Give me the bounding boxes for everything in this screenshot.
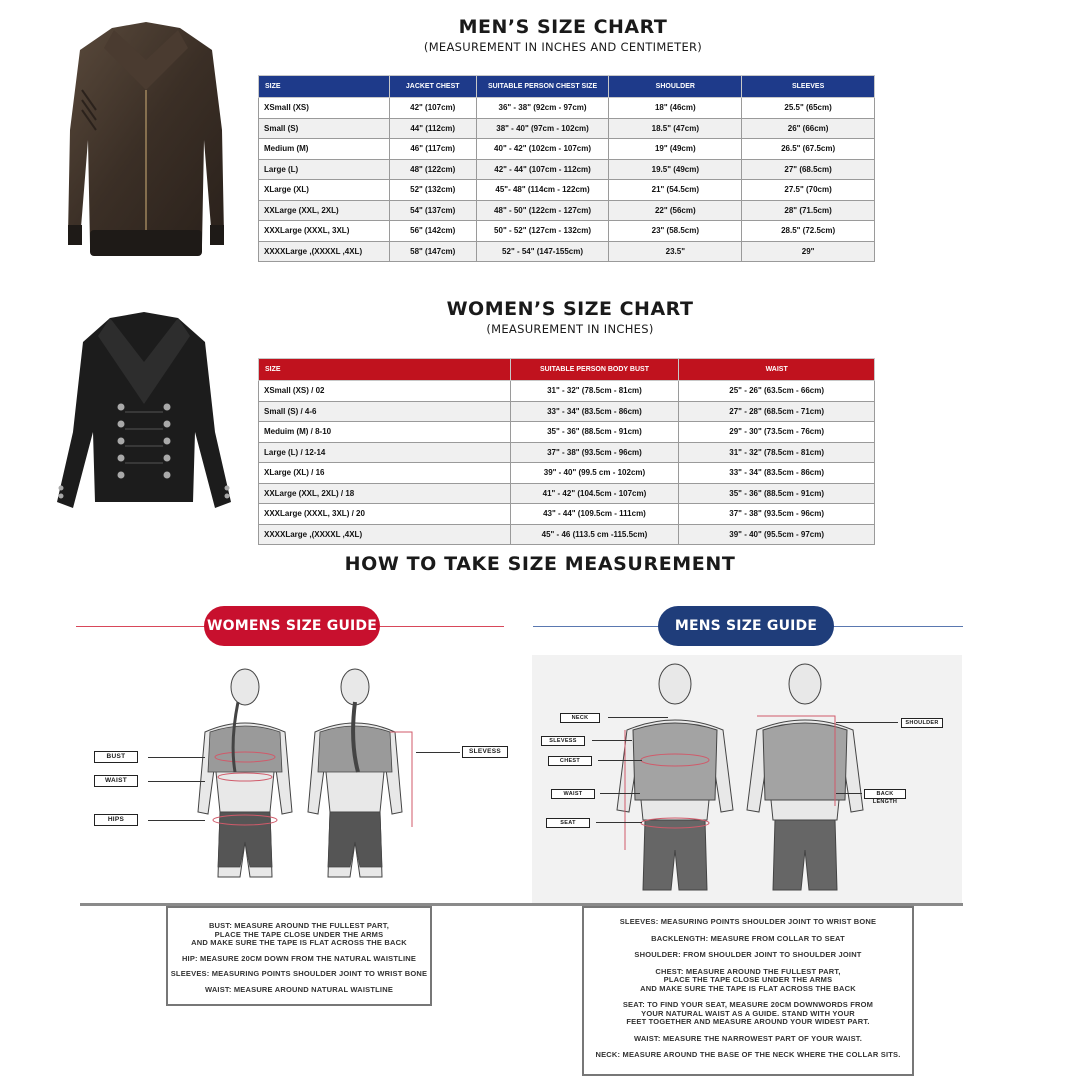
women-chart-title-block bbox=[290, 298, 850, 336]
men-cell: 48" (122cm) bbox=[389, 159, 476, 180]
women-hips-tag: HIPS bbox=[94, 814, 138, 826]
men-header-jacket-chest: JACKET CHEST bbox=[389, 76, 476, 98]
women-cell: XXLarge (XXL, 2XL) / 18 bbox=[259, 483, 511, 504]
men-cell: 23" (58.5cm) bbox=[609, 221, 742, 242]
men-size-table bbox=[258, 75, 875, 262]
men-sleeves-tag: SLEVESS bbox=[541, 736, 585, 746]
men-cell: 26.5" (67.5cm) bbox=[742, 139, 875, 160]
men-seat-leader bbox=[596, 822, 642, 823]
women-hips-leader bbox=[148, 820, 205, 821]
how-to-title: HOW TO TAKE SIZE MEASUREMENT bbox=[344, 553, 736, 575]
men-cell: 27" (68.5cm) bbox=[742, 159, 875, 180]
men-cell: 29" bbox=[742, 241, 875, 262]
women-table-row bbox=[259, 463, 875, 484]
men-note-neck: NECK: MEASURE AROUND THE BASE OF THE NECK WHERE THE COLLAR SITS. bbox=[595, 1050, 901, 1059]
men-chest-leader bbox=[598, 760, 642, 761]
women-chart-title: WOMEN’S SIZE CHART bbox=[446, 298, 694, 320]
men-header-sleeves: SLEEVES bbox=[742, 76, 875, 98]
women-note-waist: WAIST: MEASURE AROUND NATURAL WAISTLINE bbox=[204, 984, 394, 994]
men-neck-tag: NECK bbox=[560, 713, 600, 723]
men-shoulder-tag: SHOULDER bbox=[901, 718, 943, 728]
men-table-row bbox=[259, 139, 875, 160]
women-bust-leader bbox=[148, 757, 205, 758]
women-cell: 35" - 36" (88.5cm - 91cm) bbox=[679, 483, 875, 504]
men-note-chest: CHEST: MEASURE AROUND THE FULLEST PART, PLACE THE TAPE CLOSE UNDER THE ARMS AND MAKE SURE THE TAPE IS FLAT ACROSS THE BACK bbox=[640, 966, 856, 993]
women-cell: XLarge (XL) / 16 bbox=[259, 463, 511, 484]
women-size-table bbox=[258, 358, 875, 545]
men-cell: 45"- 48" (114cm - 122cm) bbox=[476, 180, 609, 201]
women-cell: 41" - 42" (104.5cm - 107cm) bbox=[510, 483, 679, 504]
women-cell: 39" - 40" (95.5cm - 97cm) bbox=[679, 524, 875, 545]
men-note-backlength: BACKLENGTH: MEASURE FROM COLLAR TO SEAT bbox=[651, 933, 845, 943]
women-cell: 45" - 46 (113.5 cm -115.5cm) bbox=[510, 524, 679, 545]
women-header-bust: SUITABLE PERSON BODY BUST bbox=[510, 359, 679, 381]
women-sleeves-leader bbox=[416, 752, 460, 753]
women-cell: Meduim (M) / 8-10 bbox=[259, 422, 511, 443]
men-back-length-tag: BACK LENGTH bbox=[864, 789, 906, 799]
men-cell: Medium (M) bbox=[259, 139, 390, 160]
men-cell: 44" (112cm) bbox=[389, 118, 476, 139]
men-cell: Large (L) bbox=[259, 159, 390, 180]
women-cell: 43" - 44" (109.5cm - 111cm) bbox=[510, 504, 679, 525]
women-cell: 29" - 30" (73.5cm - 76cm) bbox=[679, 422, 875, 443]
men-cell: 52" (132cm) bbox=[389, 180, 476, 201]
men-waist-tag: WAIST bbox=[551, 789, 595, 799]
women-cell: 25" - 26" (63.5cm - 66cm) bbox=[679, 381, 875, 402]
women-body-figures bbox=[190, 662, 430, 906]
women-cell: 31" - 32" (78.5cm - 81cm) bbox=[679, 442, 875, 463]
women-cell: 27" - 28" (68.5cm - 71cm) bbox=[679, 401, 875, 422]
women-waist-leader bbox=[148, 781, 205, 782]
mens-size-guide-badge: MENS SIZE GUIDE bbox=[658, 606, 834, 646]
women-cell: Large (L) / 12-14 bbox=[259, 442, 511, 463]
men-table-row bbox=[259, 200, 875, 221]
men-chart-subtitle: (MEASUREMENT IN INCHES AND CENTIMETER) bbox=[423, 40, 703, 54]
men-header-person-chest: SUITABLE PERSON CHEST SIZE bbox=[476, 76, 609, 98]
women-table-row bbox=[259, 381, 875, 402]
men-table-row bbox=[259, 180, 875, 201]
men-cell: 54" (137cm) bbox=[389, 200, 476, 221]
men-cell: 46" (117cm) bbox=[389, 139, 476, 160]
men-cell: 19" (49cm) bbox=[609, 139, 742, 160]
men-back-length-leader bbox=[836, 793, 862, 794]
men-cell: XXLarge (XXL, 2XL) bbox=[259, 200, 390, 221]
women-table-row bbox=[259, 504, 875, 525]
men-chart-title: MEN’S SIZE CHART bbox=[458, 16, 668, 38]
men-neck-leader bbox=[608, 717, 668, 718]
men-cell: XXXXLarge ,(XXXXL ,4XL) bbox=[259, 241, 390, 262]
men-cell: 48" - 50" (122cm - 127cm) bbox=[476, 200, 609, 221]
men-seat-tag: SEAT bbox=[546, 818, 590, 828]
men-table-header-row bbox=[259, 76, 875, 98]
women-cell: XSmall (XS) / 02 bbox=[259, 381, 511, 402]
men-shoulder-leader bbox=[836, 722, 898, 723]
women-cell: 37" - 38" (93.5cm - 96cm) bbox=[679, 504, 875, 525]
women-note-sleeves: SLEEVES: MEASURING POINTS SHOULDER JOINT TO WRIST BONE bbox=[170, 969, 428, 978]
women-cell: 39" - 40" (99.5 cm - 102cm) bbox=[510, 463, 679, 484]
men-cell: 23.5" bbox=[609, 241, 742, 262]
women-sleeves-tag: SLEVESS bbox=[462, 746, 508, 758]
women-table-row bbox=[259, 483, 875, 504]
men-cell: 28.5" (72.5cm) bbox=[742, 221, 875, 242]
men-header-shoulder: SHOULDER bbox=[609, 76, 742, 98]
men-cell: 18" (46cm) bbox=[609, 98, 742, 119]
men-cell: 28" (71.5cm) bbox=[742, 200, 875, 221]
women-cell: 35" - 36" (88.5cm - 91cm) bbox=[510, 422, 679, 443]
men-cell: XLarge (XL) bbox=[259, 180, 390, 201]
women-cell: 31" - 32" (78.5cm - 81cm) bbox=[510, 381, 679, 402]
women-jacket-image bbox=[55, 312, 233, 534]
women-table-row bbox=[259, 442, 875, 463]
men-cell: 18.5" (47cm) bbox=[609, 118, 742, 139]
women-table-header-row bbox=[259, 359, 875, 381]
men-note-shoulder: SHOULDER: FROM SHOULDER JOINT TO SHOULDER JOINT bbox=[634, 950, 862, 959]
men-cell: 42" (107cm) bbox=[389, 98, 476, 119]
men-note-waist: WAIST: MEASURE THE NARROWEST PART OF YOUR WAIST. bbox=[633, 1033, 863, 1043]
women-cell: XXXLarge (XXXL, 3XL) / 20 bbox=[259, 504, 511, 525]
men-table-row bbox=[259, 98, 875, 119]
men-note-seat: SEAT: TO FIND YOUR SEAT, MEASURE 20CM DOWNWORDS FROM YOUR NATURAL WAIST AS A GUIDE. STAND WITH YOUR FEET TOGETHER AND MEASURE AROUND YOUR WIDEST PART. bbox=[622, 1000, 874, 1026]
men-sleeves-leader bbox=[592, 740, 632, 741]
men-chest-tag: CHEST bbox=[548, 756, 592, 766]
men-body-figures bbox=[605, 660, 865, 906]
men-cell: 27.5" (70cm) bbox=[742, 180, 875, 201]
men-cell: 26" (66cm) bbox=[742, 118, 875, 139]
men-cell: 22" (56cm) bbox=[609, 200, 742, 221]
women-table-row bbox=[259, 524, 875, 545]
men-cell: 36" - 38" (92cm - 97cm) bbox=[476, 98, 609, 119]
women-cell: 33" - 34" (83.5cm - 86cm) bbox=[679, 463, 875, 484]
men-jacket-image bbox=[62, 20, 230, 264]
women-cell: 37" - 38" (93.5cm - 96cm) bbox=[510, 442, 679, 463]
men-chart-title-block bbox=[283, 16, 843, 54]
women-bust-tag: BUST bbox=[94, 751, 138, 763]
men-cell: 19.5" (49cm) bbox=[609, 159, 742, 180]
men-cell: 21" (54.5cm) bbox=[609, 180, 742, 201]
men-header-size: SIZE bbox=[259, 76, 390, 98]
men-cell: Small (S) bbox=[259, 118, 390, 139]
women-cell: Small (S) / 4-6 bbox=[259, 401, 511, 422]
men-table-row bbox=[259, 118, 875, 139]
men-notes-panel bbox=[582, 906, 914, 1076]
women-cell: XXXXLarge ,(XXXXL ,4XL) bbox=[259, 524, 511, 545]
men-table-row bbox=[259, 221, 875, 242]
men-cell: 52" - 54" (147-155cm) bbox=[476, 241, 609, 262]
men-cell: 25.5" (65cm) bbox=[742, 98, 875, 119]
women-table-row bbox=[259, 401, 875, 422]
women-chart-subtitle: (MEASUREMENT IN INCHES) bbox=[486, 322, 654, 336]
women-header-waist: WAIST bbox=[679, 359, 875, 381]
men-cell: 50" - 52" (127cm - 132cm) bbox=[476, 221, 609, 242]
men-cell: 56" (142cm) bbox=[389, 221, 476, 242]
women-cell: 33" - 34" (83.5cm - 86cm) bbox=[510, 401, 679, 422]
womens-size-guide-badge: WOMENS SIZE GUIDE bbox=[204, 606, 380, 646]
women-waist-tag: WAIST bbox=[94, 775, 138, 787]
men-cell: XXXLarge (XXXL, 3XL) bbox=[259, 221, 390, 242]
men-note-sleeves: SLEEVES: MEASURING POINTS SHOULDER JOINT TO WRIST BONE bbox=[619, 917, 877, 926]
men-cell: 40" - 42" (102cm - 107cm) bbox=[476, 139, 609, 160]
men-cell: 42" - 44" (107cm - 112cm) bbox=[476, 159, 609, 180]
women-table-row bbox=[259, 422, 875, 443]
men-cell: 38" - 40" (97cm - 102cm) bbox=[476, 118, 609, 139]
women-note-hip: HIP: MEASURE 20CM DOWN FROM THE NATURAL WAISTLINE bbox=[181, 953, 417, 963]
women-header-size: SIZE bbox=[259, 359, 511, 381]
men-cell: 58" (147cm) bbox=[389, 241, 476, 262]
women-note-bust: BUST: MEASURE AROUND THE FULLEST PART, PLACE THE TAPE CLOSE UNDER THE ARMS AND MAKE SURE THE TAPE IS FLAT ACROSS THE BACK bbox=[191, 921, 407, 947]
women-notes-panel bbox=[166, 906, 432, 1006]
men-cell: XSmall (XS) bbox=[259, 98, 390, 119]
men-table-row bbox=[259, 159, 875, 180]
men-table-row bbox=[259, 241, 875, 262]
men-waist-leader bbox=[600, 793, 640, 794]
